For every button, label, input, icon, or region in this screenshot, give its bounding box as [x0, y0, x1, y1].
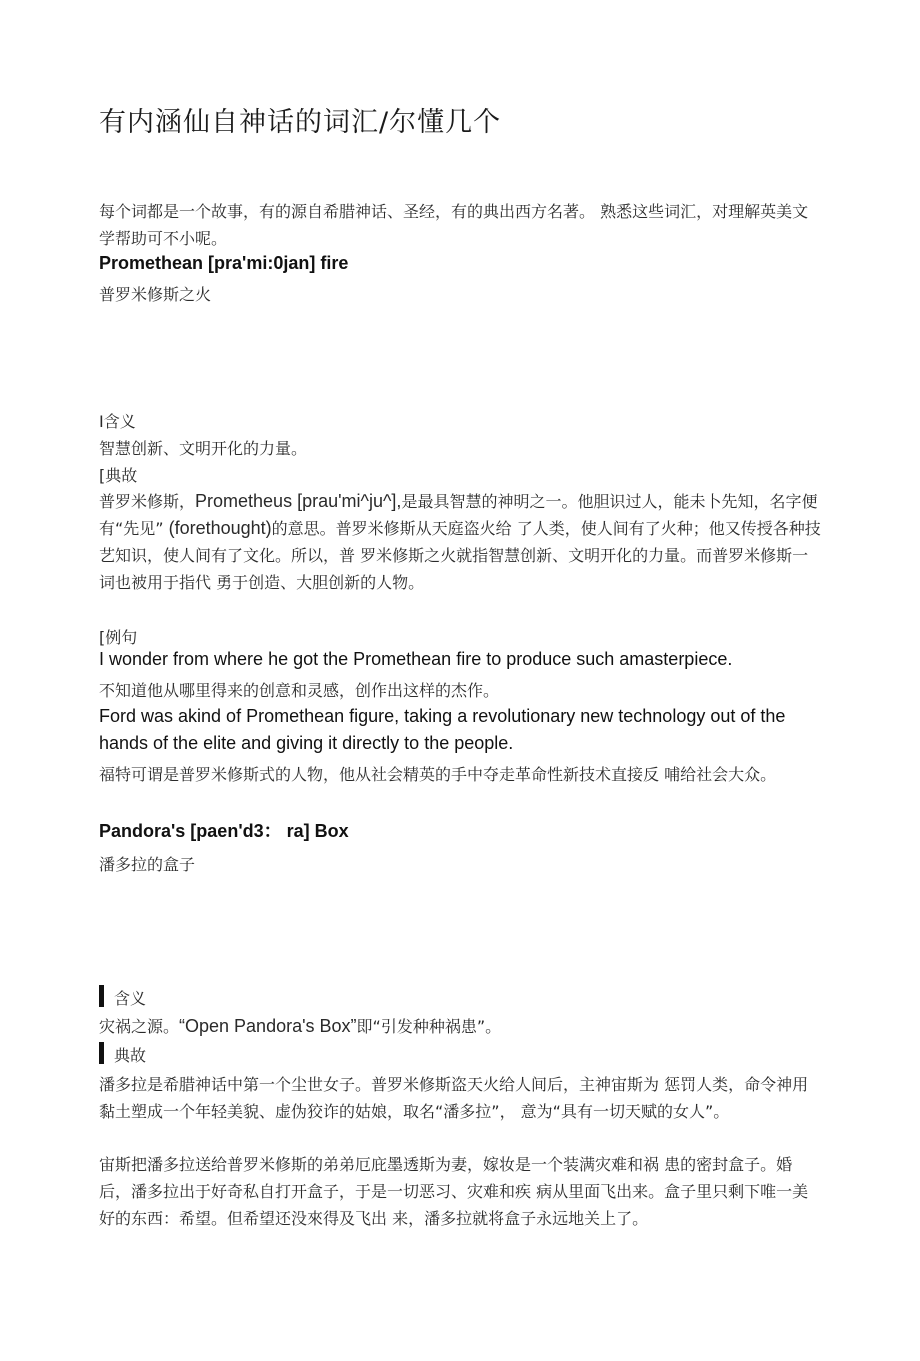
example-sentence-en: Ford was akind of Promethean figure, taking a revolutionary new technology out of the hands of the elite and giving it directly to the people.	[99, 706, 786, 753]
example-sentence-en: I wonder from where he got the Promethean fire to produce such amasterpiece.	[99, 649, 733, 669]
origin-paragraph: 宙斯把潘多拉送给普罗米修斯的弟弟厄庇墨透斯为妻，嫁妆是一个装满灾难和祸 患的密封盒子。婚后，潘多拉出于好奇私自打开盒子，于是一切恶习、灾难和疾 病从里面飞出来。盒子里只剩下唯一美好的东西：希望。但希望还没來得及飞出 来，潘多拉就将盒子永远地关上了。	[99, 1155, 809, 1228]
origin-paragraph: 潘多拉是希腊神话中第一个尘世女子。普罗米修斯盗天火给人间后，主神宙斯为 惩罚人类，命令神用黏土塑成一个年轻美貌、虚伪狡诈的姑娘，取名“潘多拉”， 意为“具有一切天赋的女人”。	[99, 1075, 809, 1121]
meaning-heading: 含义	[99, 985, 146, 1012]
term-translation-prometheus: 普罗米修斯之火	[99, 285, 212, 304]
meaning-label: I含义	[99, 412, 136, 431]
term-translation-pandora: 潘多拉的盒子	[99, 855, 196, 874]
example-sentence-cn: 不知道他从哪里得来的创意和灵感，创作出这样的杰作。	[99, 681, 500, 700]
example-label: [例句	[99, 628, 138, 647]
term-heading-pandora: Pandora's [paen'd3： ra] Box	[99, 821, 349, 841]
intro-paragraph: 每个词都是一个故事，有的源自希腊神话、圣经，有的典出西方名著。 熟悉这些词汇，对理解英美文学帮助可不小呢。	[99, 202, 809, 248]
origin-paragraph: 普罗米修斯，Prometheus [prau'mi^ju^],是最具智慧的神明之一。他胆识过人，能未卜先知，名字便有“先见” (forethought)的意思。普罗米修斯从天庭盗火给 了人类，使人间有了火种；他又传授各种技艺知识，使人间有了文化。所以，普 罗米修斯之火就指智慧创新、文明开化的力量。而普罗米修斯一词也被用于指代 勇于创造、大胆创新的人物。	[99, 491, 821, 592]
origin-label: [典故	[99, 466, 138, 485]
meaning-text: 灾祸之源。“Open Pandora's Box”即“引发种种祸患”。	[99, 1016, 502, 1036]
section-bar-marker	[99, 985, 104, 1007]
meaning-text: 智慧创新、文明开化的力量。	[99, 439, 308, 458]
term-heading-prometheus: Promethean [pra'mi:0jan] fire	[99, 253, 349, 273]
page-title: 有内涵仙自神话的词汇/尔懂几个	[99, 107, 502, 138]
example-sentence-cn: 福特可谓是普罗米修斯式的人物，他从社会精英的手中夺走革命性新技术直接反 哺给社会大众。	[99, 765, 777, 784]
origin-heading: 典故	[99, 1042, 146, 1069]
section-bar-marker	[99, 1042, 104, 1064]
